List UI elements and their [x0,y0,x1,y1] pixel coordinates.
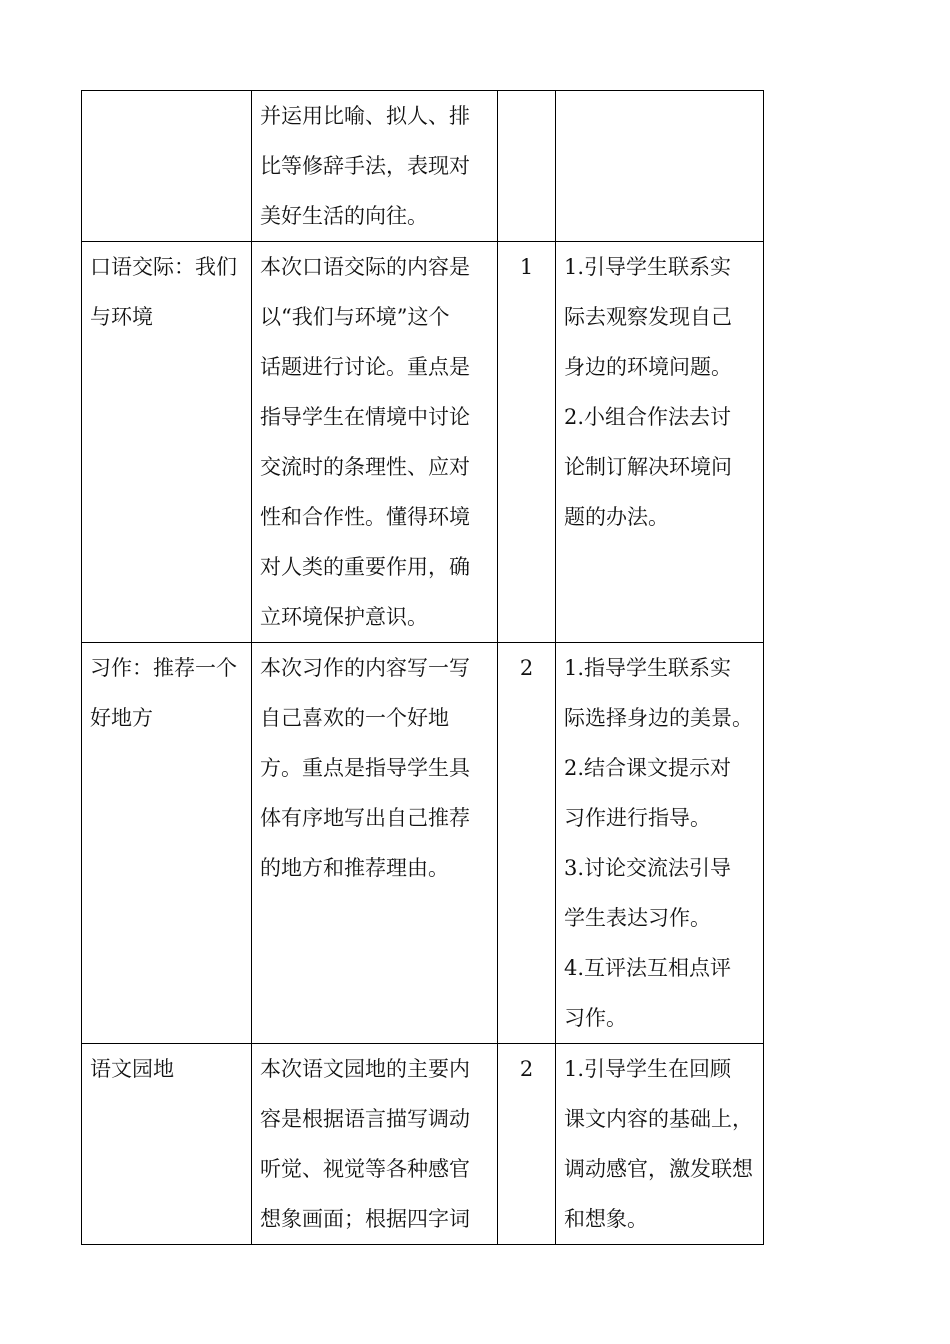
methods-line: 调动感官，激发联想 [564,1157,753,1181]
methods-line: 身边的环境问题。 [564,355,732,379]
content-line: 容是根据语言描写调动 [260,1107,470,1131]
hours-value [506,91,547,141]
methods-line: 习作进行指导。 [564,806,711,830]
item-cell [82,643,252,1044]
methods-line: 2.小组合作法去讨 [564,405,732,429]
content-line: 并运用比喻、拟人、排 [260,104,470,128]
content-line: 听觉、视觉等各种感官 [260,1157,470,1181]
hours-cell [498,91,556,242]
item-cell [82,242,252,643]
content-cell [252,91,498,242]
methods-line: 1.引导学生联系实 [564,255,732,279]
hours-cell [498,242,556,643]
content-line: 美好生活的向往。 [260,204,428,228]
methods-line: 际去观察发现自己 [564,305,732,329]
content-cell [252,242,498,643]
content-line: 方。重点是指导学生具 [260,756,470,780]
methods-line: 3.讨论交流法引导 [564,856,732,880]
content-line: 体有序地写出自己推荐 [260,806,470,830]
hours-value: 2 [519,656,534,680]
methods-line: 2.结合课文提示对 [564,756,732,780]
item-line: 口语交际：我们 [90,255,237,279]
table-row [82,643,764,1044]
methods-line: 学生表达习作。 [564,906,711,930]
content-line: 比等修辞手法，表现对 [260,154,470,178]
content-cell [252,643,498,1044]
content-line: 立环境保护意识。 [260,605,428,629]
table-row [82,91,764,242]
methods-line: 1.引导学生在回顾 [564,1057,732,1081]
methods-cell [556,91,764,242]
content-line: 对人类的重要作用，确 [260,555,470,579]
methods-line: 际选择身边的美景。 [564,706,753,730]
item-line: 语文园地 [90,1057,174,1081]
content-line: 本次口语交际的内容是 [260,255,470,279]
table-body [82,91,764,1245]
methods-line: 4.互评法互相点评 [564,956,732,980]
methods-line: 1.指导学生联系实 [564,656,732,680]
content-line: 想象画面；根据四字词 [260,1207,470,1231]
methods-line: 习作。 [564,1006,627,1030]
content-line: 本次语文园地的主要内 [260,1057,470,1081]
teaching-plan-table [81,90,764,1245]
content-line: 自己喜欢的一个好地 [260,706,449,730]
hours-value: 2 [519,1057,534,1081]
content-line: 交流时的条理性、应对 [260,455,470,479]
content-line: 指导学生在情境中讨论 [260,405,470,429]
hours-value: 1 [519,255,534,279]
item-cell [82,1044,252,1245]
content-cell [252,1044,498,1245]
methods-line: 和想象。 [564,1207,648,1231]
methods-line: 论制订解决环境问 [564,455,732,479]
table-row [82,242,764,643]
item-line: 与环境 [90,305,153,329]
methods-cell [556,643,764,1044]
content-line: 以“我们与环境”这个 [260,305,450,329]
methods-line: 课文内容的基础上， [564,1107,753,1131]
content-line: 本次习作的内容写一写 [260,656,470,680]
content-line: 性和合作性。懂得环境 [260,505,470,529]
methods-cell [556,242,764,643]
table-row [82,1044,764,1245]
item-line: 好地方 [90,706,153,730]
methods-line: 题的办法。 [564,505,669,529]
hours-cell [498,1044,556,1245]
content-line: 话题进行讨论。重点是 [260,355,470,379]
methods-cell [556,1044,764,1245]
hours-cell [498,643,556,1044]
content-line: 的地方和推荐理由。 [260,856,449,880]
item-line: 习作：推荐一个 [90,656,237,680]
item-cell [82,91,252,242]
